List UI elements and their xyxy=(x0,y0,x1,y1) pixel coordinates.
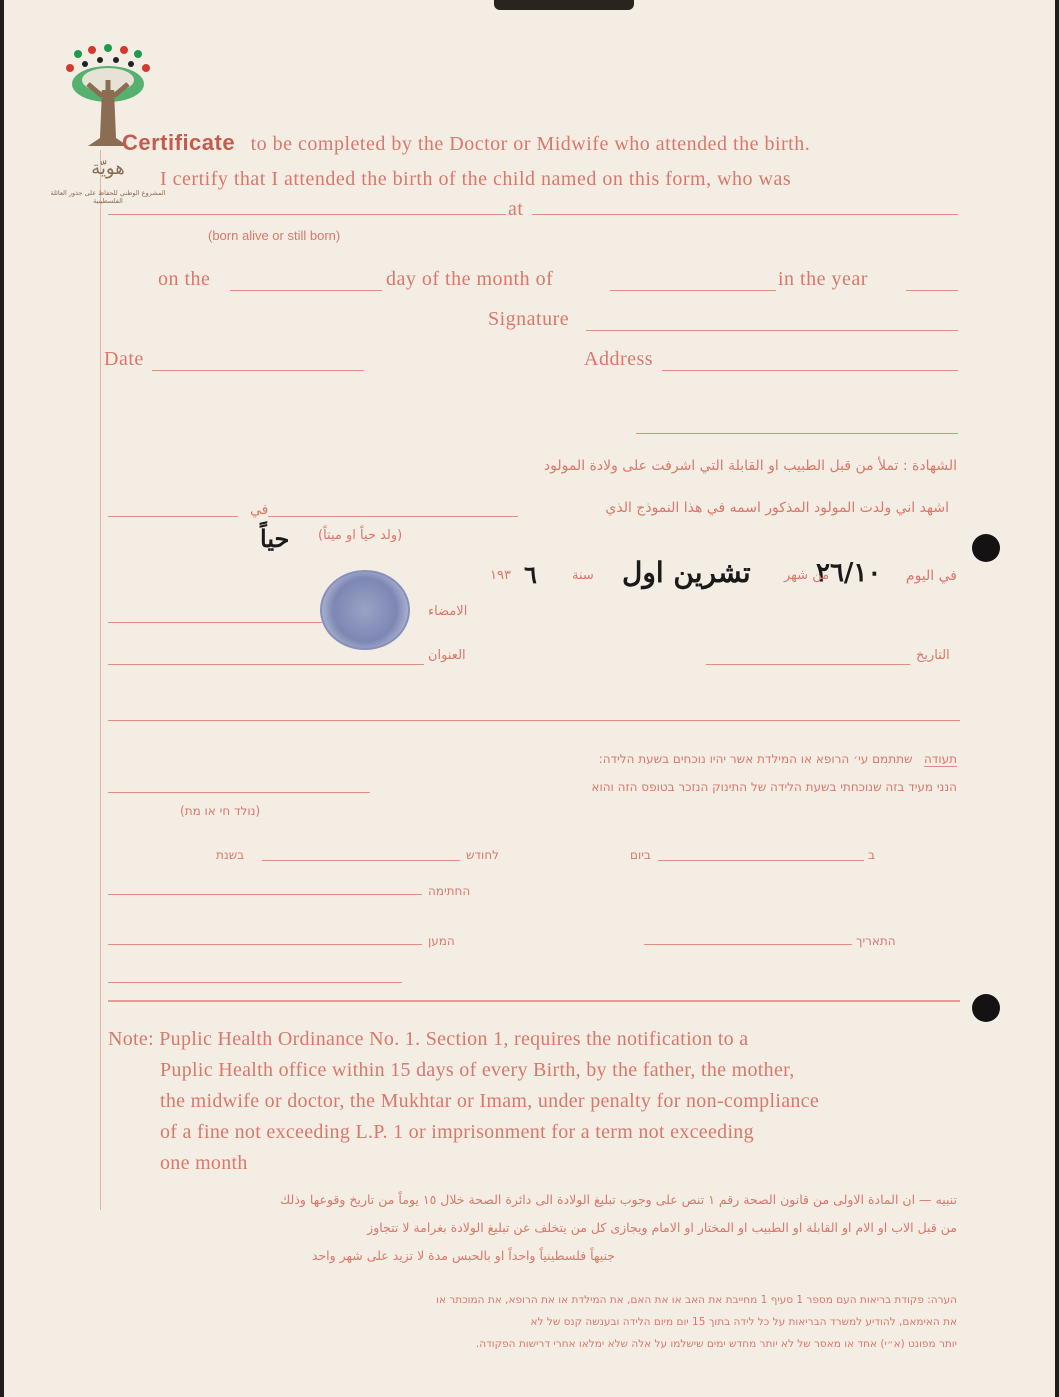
address-line-2 xyxy=(636,433,958,434)
handwritten-day: ٢٦/١٠ xyxy=(816,558,882,588)
hebrew-address-line-2 xyxy=(108,982,402,983)
year-line xyxy=(906,290,958,291)
day-of-month-label: day of the month of xyxy=(386,268,554,290)
note-en-line-2: Puplic Health office within 15 days of every Birth, by the father, the mother, xyxy=(160,1059,795,1081)
arabic-heading: الشهادة : تملأ من قبل الطبيب او القابلة التي اشرفت على ولادة المولود xyxy=(543,458,957,474)
arabic-signature-line xyxy=(108,622,322,623)
month-line xyxy=(610,290,776,291)
hebrew-day-line xyxy=(658,860,864,861)
hebrew-heading-label: תעודה xyxy=(923,752,957,766)
arabic-place-line xyxy=(108,516,238,517)
certificate-title: to be completed by the Doctor or Midwife who attended the birth. xyxy=(250,133,811,155)
handwritten-month: تشرين اول xyxy=(622,556,751,589)
place-line xyxy=(532,214,958,215)
in-the-year-label: in the year xyxy=(778,268,868,290)
address-line xyxy=(662,370,958,371)
hebrew-month-line xyxy=(262,860,460,861)
note-ar-line-3: جنيهاً فلسطينياً واحداً او بالحبس مدة لا تزيد على شهر واحد xyxy=(311,1248,615,1263)
hebrew-b: ב xyxy=(868,848,875,862)
born-note: (born alive or still born) xyxy=(208,228,341,243)
note-en-line-3: the midwife or doctor, the Mukhtar or Imam, under penalty for non-compliance xyxy=(160,1090,820,1112)
note-en-line-5: one month xyxy=(160,1152,248,1174)
binder-tab xyxy=(494,0,634,10)
hebrew-date-line xyxy=(644,944,852,945)
date-label: Date xyxy=(104,348,144,370)
arabic-date-label: التاريخ xyxy=(916,648,950,663)
birth-certificate-page xyxy=(4,0,1055,1397)
note-he-line-2: את האימאם, להודיע למשרד הבריאות על כל לידה בתוך 15 יום מיום הלידה ובענשה קנס של לא xyxy=(530,1316,957,1328)
arabic-address-label: العنوان xyxy=(428,648,466,663)
hebrew-heading-row xyxy=(599,752,957,766)
arabic-signature-label: الامضاء xyxy=(428,604,468,619)
handwritten-status: حياً xyxy=(260,524,290,553)
handwritten-year: ٦ xyxy=(524,560,537,589)
hebrew-certify: הנני מעיד בזה שנוכחתי בשעת הלידה של התינוק הנזכר בטופס הזה והוא xyxy=(591,780,957,794)
note-en-line-1: Note: Puplic Health Ordinance No. 1. Section 1, requires the notification to a xyxy=(108,1028,749,1050)
status-line xyxy=(108,214,506,215)
day-line xyxy=(230,290,382,291)
date-line xyxy=(152,370,364,371)
certificate-word: Certificate xyxy=(122,130,236,155)
hebrew-date-label: התאריך xyxy=(856,934,896,948)
hebrew-month-label: לחודש xyxy=(466,848,499,862)
hebrew-status-line xyxy=(108,792,370,793)
hebrew-signature-label: החתימה xyxy=(428,884,471,898)
arabic-fi: في xyxy=(250,502,269,518)
at-label: at xyxy=(508,198,524,220)
hebrew-signature-line xyxy=(108,894,422,895)
hebrew-born-note: (נולד חי או מת) xyxy=(180,804,261,818)
note-ar-line-1: تنبيه — ان المادة الاولى من قانون الصحة رقم ١ تنص على وجوب تبليغ الولادة الى دائرة الصحة خلال ١٥ يوماً من تاريخ وقوعها وذلك xyxy=(280,1192,957,1207)
section-divider xyxy=(108,720,960,721)
signature-line xyxy=(586,330,958,331)
hebrew-heading: שתתמם עי׳ הרופא או המילדת אשר יהיו נוכחים בשעת הלידה: xyxy=(598,752,913,766)
logo-caption: المشروع الوطني للحفاظ على جذور العائلة الفلسطينية xyxy=(50,189,166,205)
arabic-status-line xyxy=(268,516,518,517)
address-label: Address xyxy=(584,348,654,370)
arabic-of-month: من شهر xyxy=(784,568,830,583)
arabic-address-line xyxy=(108,664,424,665)
punch-hole-bottom xyxy=(972,994,1000,1022)
arabic-on-day: في اليوم xyxy=(905,568,957,584)
certificate-title-row xyxy=(122,130,810,156)
note-ar-line-2: من قبل الاب او الام او القابلة او الطبيب او المختار او الامام ويجازى كل من يتخلف عن تبليغ الولادة بغرامة لا تتجاوز xyxy=(367,1220,957,1235)
arabic-year-word: سنة xyxy=(572,568,594,583)
arabic-date-line xyxy=(706,664,910,665)
official-stamp xyxy=(320,570,410,650)
certify-text: I certify that I attended the birth of the child named on this form, who was xyxy=(160,168,792,190)
on-the-label: on the xyxy=(158,268,211,290)
punch-hole-top xyxy=(972,534,1000,562)
hebrew-year-label: בשנת xyxy=(216,848,245,862)
logo-name: هويّة xyxy=(91,158,125,179)
hebrew-address-label: המען xyxy=(428,934,455,948)
arabic-certify: اشهد اني ولدت المولود المذكور اسمه في هذا النموذج الذي xyxy=(605,500,949,516)
note-he-line-3: יותר מפונט (א״י) אחד או מאסר של לא יותר מחדש ימים שישלמו על אלה שלא ימלאו אחרי דרישות הפקודה. xyxy=(475,1338,957,1350)
margin-rule xyxy=(100,150,101,1210)
note-divider xyxy=(108,1000,960,1002)
arabic-year-prefix: ١٩٣ xyxy=(490,568,511,583)
hebrew-address-line xyxy=(108,944,422,945)
note-en-line-4: of a fine not exceeding L.P. 1 or imprisonment for a term not exceeding xyxy=(160,1121,754,1143)
hawiya-logo xyxy=(50,40,166,215)
hebrew-day-label: ביום xyxy=(630,848,651,862)
note-he-line-1: הערה: פקודת בריאות העם מספר 1 סעיף 1 מחייבת את האב או את האם, את המילדת או את הרופא, את המוכתר או xyxy=(436,1294,957,1306)
arabic-born-note: (ولد حياً او ميتاً) xyxy=(318,528,403,543)
signature-label: Signature xyxy=(488,308,570,330)
